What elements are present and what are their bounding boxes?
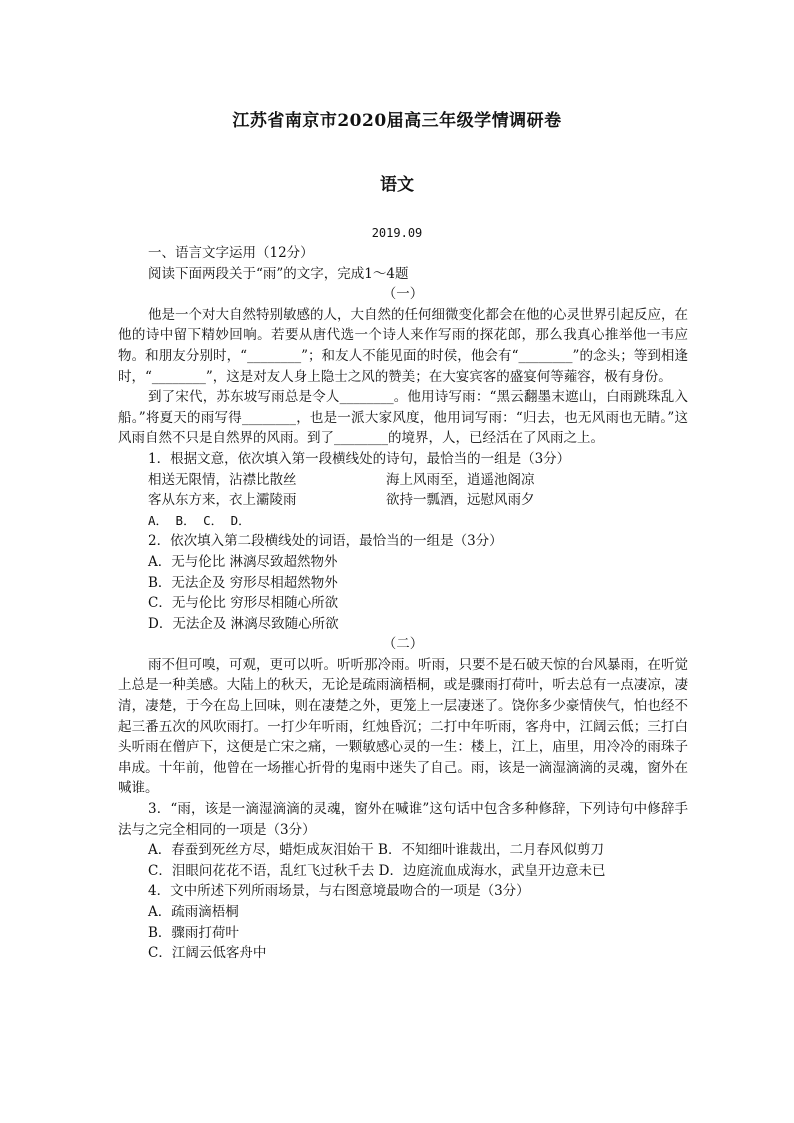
document-body bbox=[118, 243, 688, 964]
verse-item: 欲持一瓢酒，远慰风雨夕 bbox=[386, 492, 535, 509]
question-1-options: A． B． C． D． bbox=[148, 512, 251, 528]
passage-1-paragraph-2: 到了宋代，苏东坡写雨总是令人________。他用诗写雨：“黑云翻墨末遮山，白雨跳珠乱入船。”将夏天的雨写得________，也是一派大家风度，他用词写雨：“归去，也无风雨也无睛。”这风雨自然不只是自然界的风雨。到了________的境界，人，已经活在了风雨之上。 bbox=[118, 389, 688, 447]
part-label-1: （一） bbox=[382, 286, 424, 303]
question-4-option-a: A．疏雨滴梧桐 bbox=[148, 904, 239, 920]
question-3-stem: 3．“雨，该是一滴湿滴滴的灵魂，窗外在喊谁”这句话中包含多种修辞，下列诗句中修辞手法与之完全相同的一项是（3分） bbox=[118, 801, 688, 838]
part-label-2: （二） bbox=[382, 636, 424, 653]
question-2-option-c: C．无与伦比 穷形尽相随心所欲 bbox=[148, 595, 339, 612]
question-1-stem: 1．根据文意，依次填入第一段横线处的诗句，最恰当的一组是（3分） bbox=[148, 450, 571, 467]
question-4-option-b: B．骤雨打荷叶 bbox=[148, 924, 239, 941]
question-4-option-c: C．江阔云低客舟中 bbox=[148, 945, 267, 962]
exam-title: 江苏省南京市2020届高三年级学情调研卷 bbox=[232, 111, 562, 131]
question-2-option-b: B．无法企及 穷形尽相超然物外 bbox=[148, 574, 338, 591]
subject-title: 语文 bbox=[380, 175, 414, 195]
question-1-verse-row-1 bbox=[118, 470, 688, 491]
question-3-options-cd: C．泪眼问花花不语，乱红飞过秋千去 D．边庭流血成海水，武皇开边意未已 bbox=[148, 862, 606, 879]
question-3-options-ab: A．春蚕到死丝方尽，蜡炬成灰泪始干 B．不知细叶谁裁出，二月春风似剪刀 bbox=[148, 842, 604, 859]
passage-1-paragraph-1: 他是一个对大自然特别敏感的人，大自然的任何细微变化都会在他的心灵世界引起反应，在他的诗中留下精妙回响。若要从唐代选一个诗人来作写雨的探花郎，那么我真心推举他一韦应物。和朋友分别时，“________”；和友人不能见面的时侯，他会有“________”的念头；等到相逢时，“________”，这是对友人身上隐士之风的赞美；在大宴宾客的盛宴何等蕹容，极有身份。 bbox=[118, 306, 688, 385]
question-2-stem: 2．依次填入第二段横线处的词语，最恰当的一组是（3分） bbox=[148, 533, 503, 550]
passage-2-paragraph: 雨不但可嗅，可观，更可以听。听听那冷雨。听雨，只要不是石破天惊的台风暴雨，在听觉上总是一种美感。大陆上的秋天，无论是疏雨滴梧桐，或是骤雨打荷叶，听去总有一点凄凉，凄清，凄楚，于今在岛上回味，则在凄楚之外，更笼上一层凄迷了。饶你多少豪情侠气，怕也经不起三番五次的风吹雨打。一打少年听雨，红烛昏沉；二打中年听雨，客舟中，江阔云低；三打白头听雨在僧庐下，这便是亡宋之痛，一颗敏感心灵的一生：楼上，江上，庙里，用冷冷的雨珠子串成。十年前，他曾在一场摧心折骨的鬼雨中迷失了自己。雨，该是一滴湿滴滴的灵魂，窗外在喊谁。 bbox=[118, 656, 688, 797]
verse-item: 客从东方来，衣上灞陵雨 bbox=[148, 492, 297, 509]
question-2-option-d: D．无法企及 淋漓尽致随心所欲 bbox=[148, 615, 339, 632]
question-4-stem: 4．文中所述下列所雨场景，与右图意境最吻合的一项是（3分） bbox=[148, 883, 530, 900]
question-2-option-a: A．无与伦比 淋漓尽致超然物外 bbox=[148, 553, 338, 570]
question-1-verse-row-2 bbox=[118, 490, 688, 511]
verse-item: 海上风雨至，逍遥池阁凉 bbox=[386, 471, 535, 488]
exam-date: 2019.09 bbox=[371, 226, 423, 240]
section-heading: 一、语言文字运用（12分） bbox=[148, 245, 314, 261]
verse-item: 相送无限情，沾襟比散丝 bbox=[148, 471, 297, 488]
reading-instruction: 阅读下面两段关于“雨”的文字，完成1～4题 bbox=[148, 265, 409, 282]
